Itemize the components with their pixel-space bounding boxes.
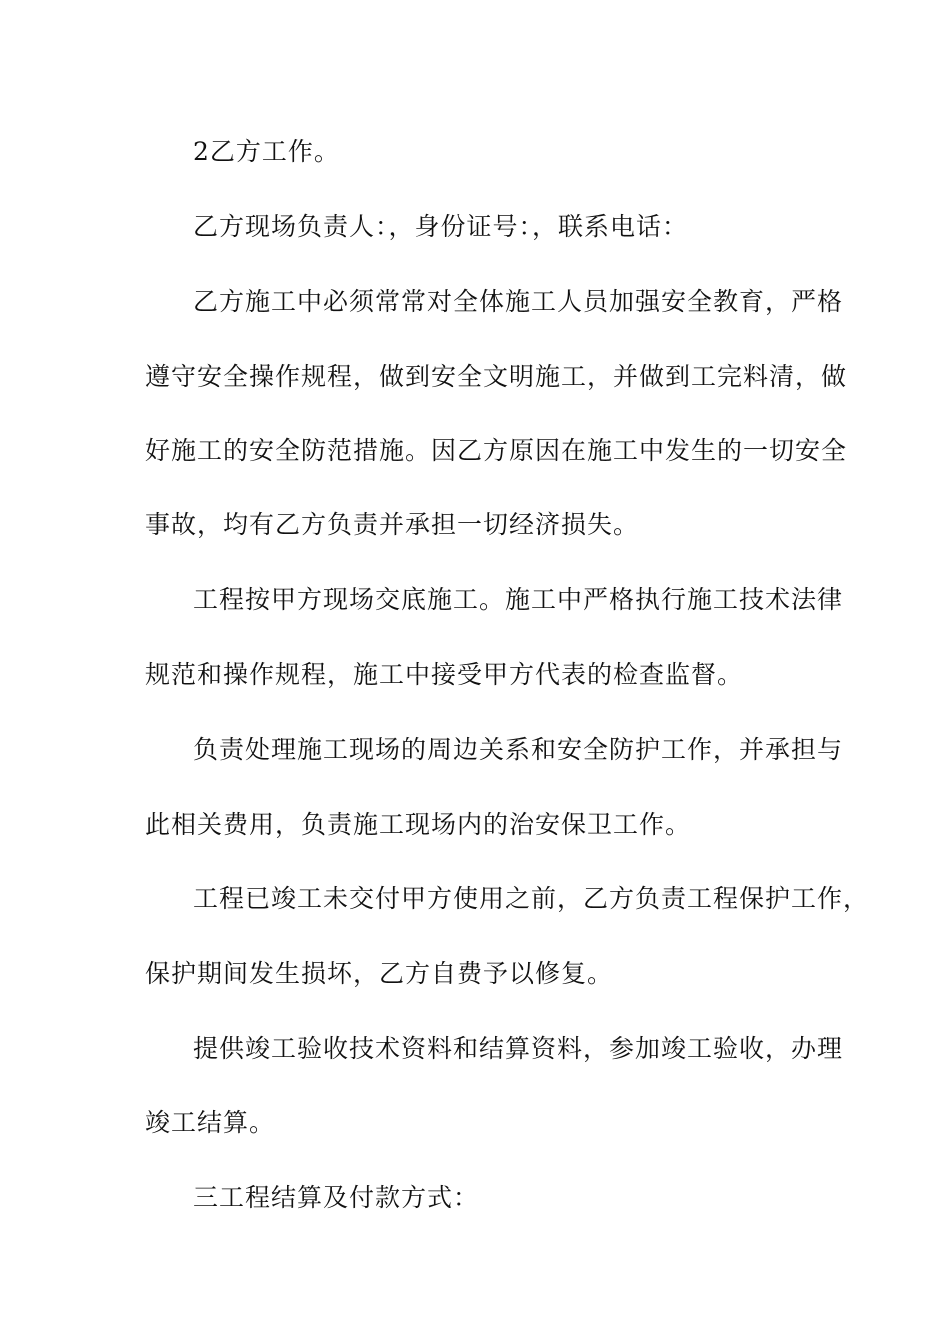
text-line: 工程按甲方现场交底施工。施工中严格执行施工技术法律	[193, 585, 844, 614]
text-line: 规范和操作规程，施工中接受甲方代表的检查监督。	[145, 660, 744, 689]
text-line: 工程已竣工未交付甲方使用之前，乙方负责工程保护工作，	[193, 884, 870, 913]
section-heading-settlement: 三工程结算及付款方式：	[193, 1183, 480, 1212]
text-line: 竣工结算。	[145, 1108, 276, 1137]
text-line: 提供竣工验收技术资料和结算资料，参加竣工验收，办理	[193, 1034, 844, 1063]
text-line: 好施工的安全防范措施。因乙方原因在施工中发生的一切安全	[145, 436, 848, 465]
text-line: 负责处理施工现场的周边关系和安全防护工作，并承担与	[193, 735, 844, 764]
text-line: 保护期间发生损坏，乙方自费予以修复。	[145, 959, 614, 988]
text-line: 此相关费用，负责施工现场内的治安保卫工作。	[145, 810, 692, 839]
text-line: 遵守安全操作规程，做到安全文明施工，并做到工完料清，做	[145, 362, 848, 391]
text-line: 事故，均有乙方负责并承担一切经济损失。	[145, 510, 640, 539]
section-heading-party-b-work: 2乙方工作。	[193, 137, 340, 166]
text-line: 乙方现场负责人：，身份证号：，联系电话：	[193, 212, 689, 241]
text-line: 乙方施工中必须常常对全体施工人员加强安全教育，严格	[193, 287, 844, 316]
